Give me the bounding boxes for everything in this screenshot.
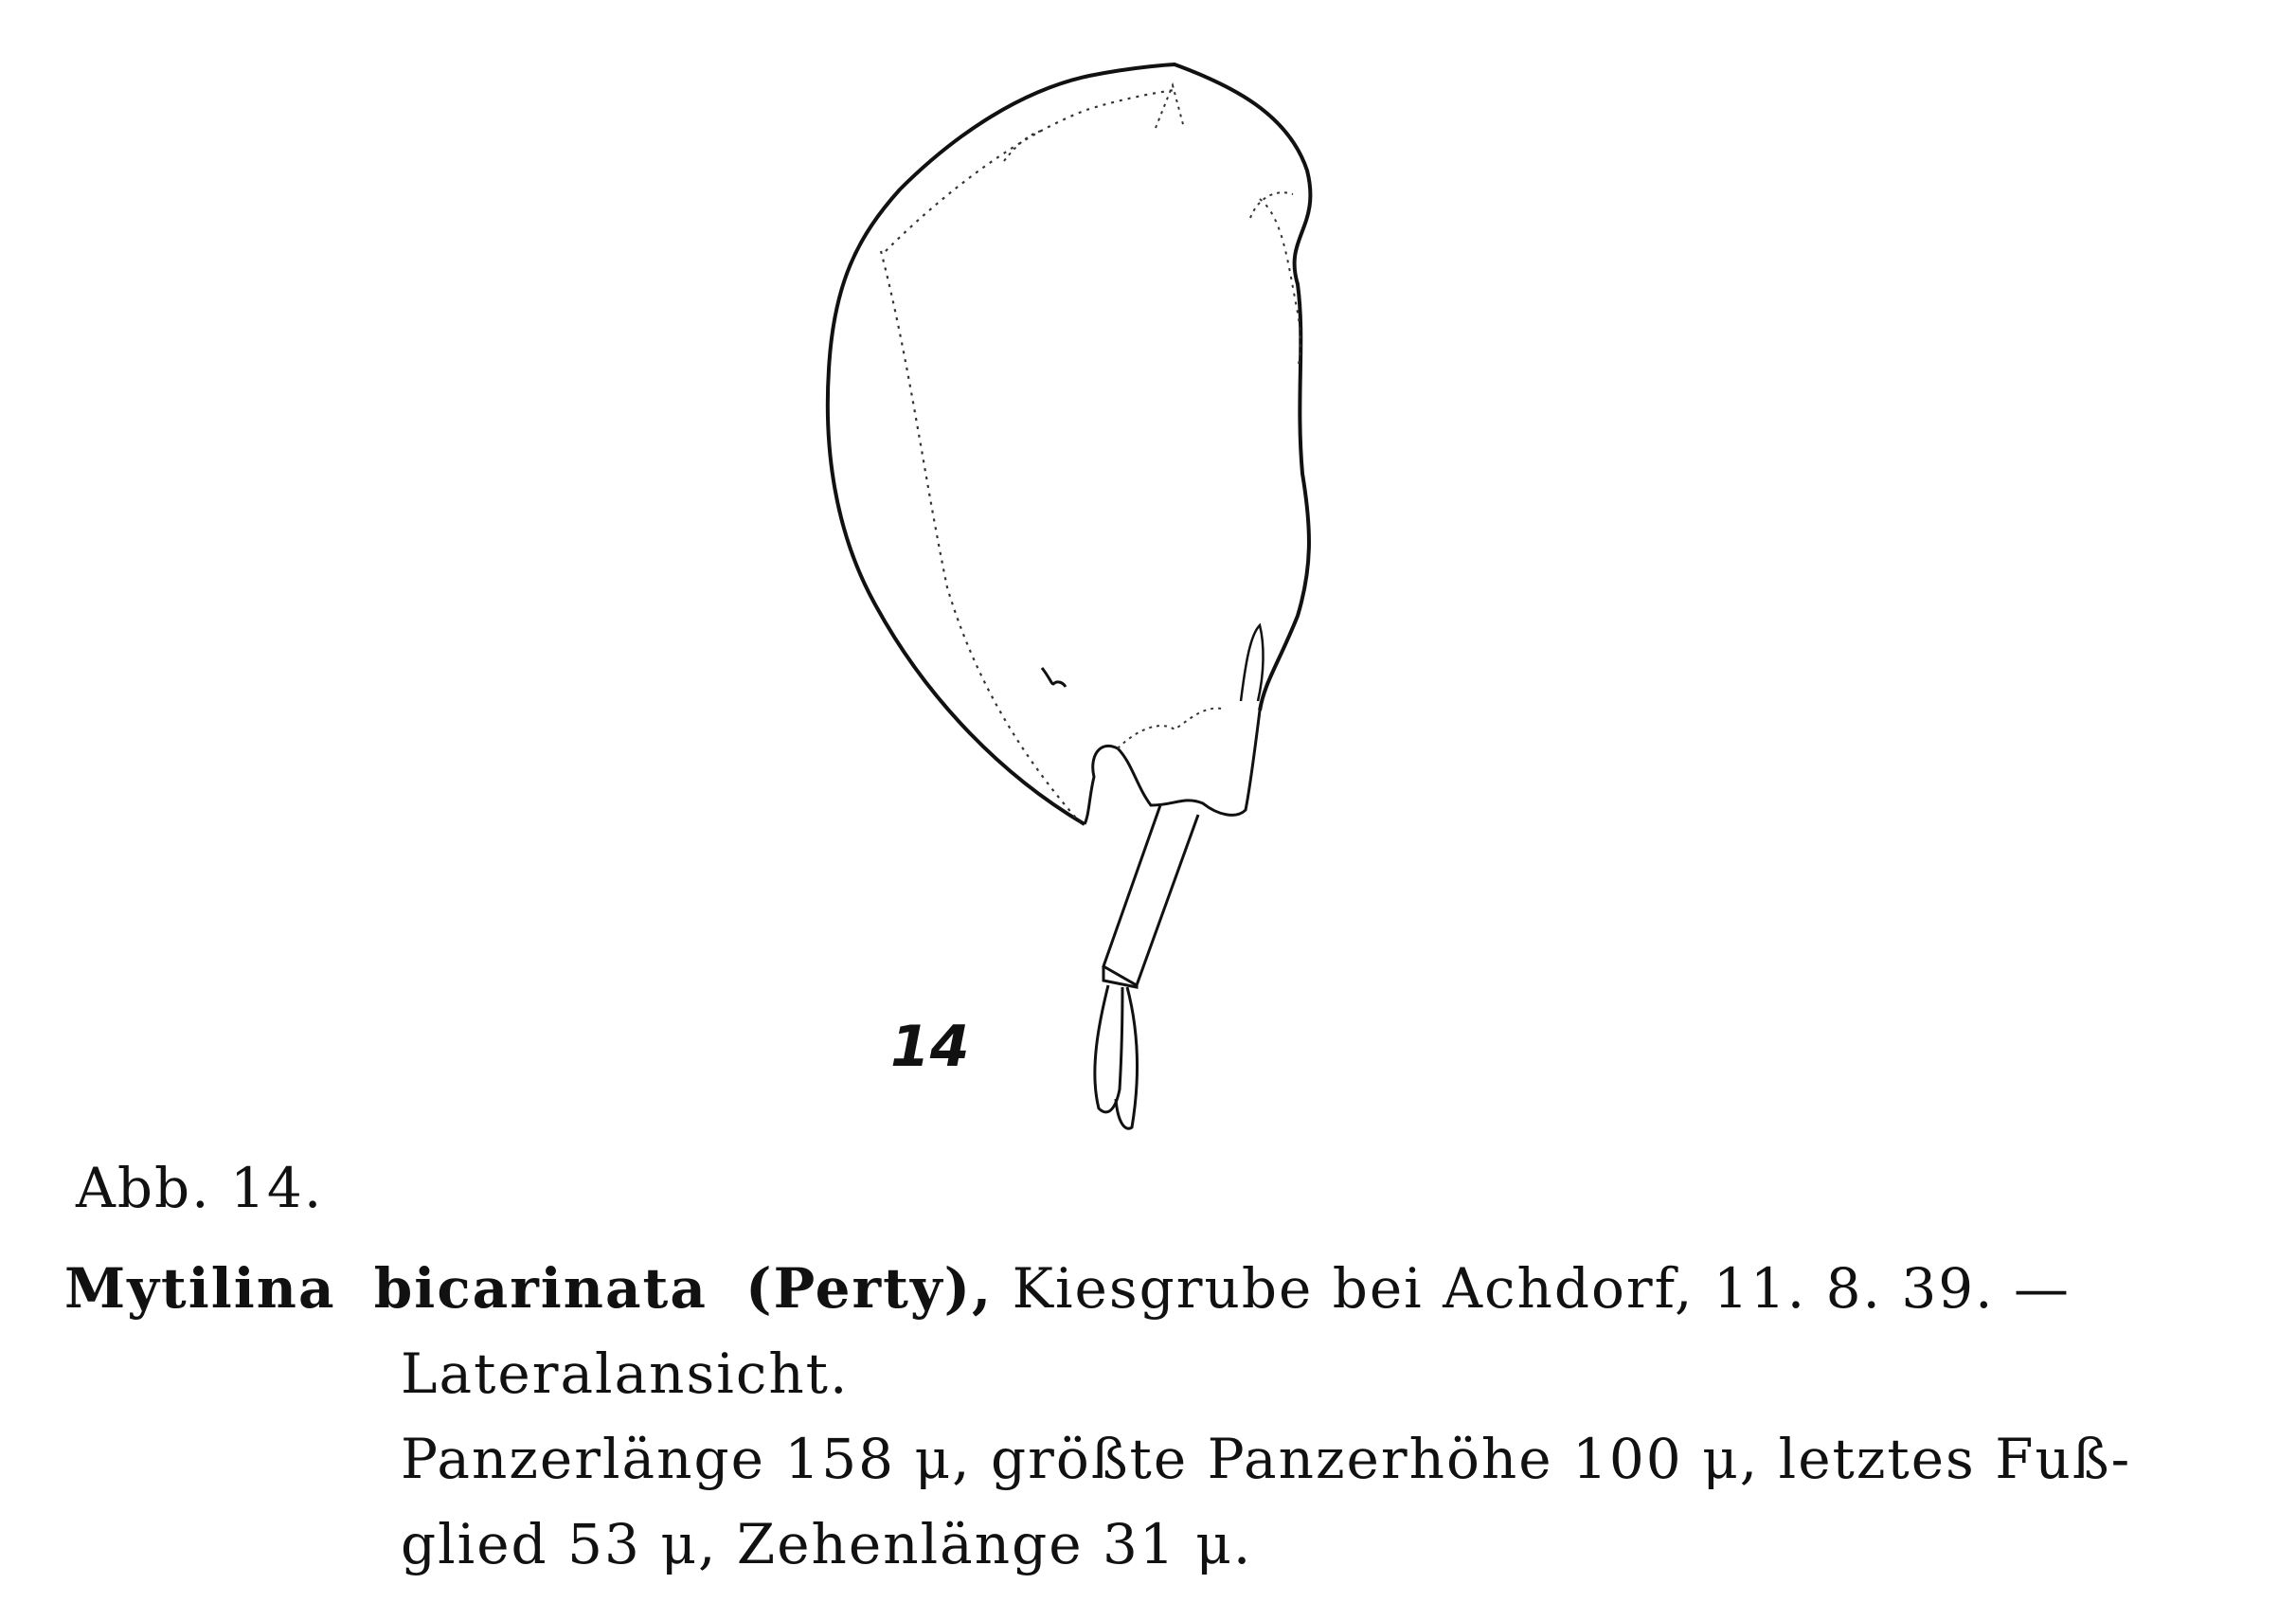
view-description: Lateralansicht. [401, 1341, 850, 1406]
posterior-detail [1118, 709, 1222, 748]
caption-line-species [64, 1246, 2243, 1331]
carina-dotted [881, 251, 1080, 822]
dorsal-dotted [886, 90, 1175, 251]
foot-segment [1103, 805, 1198, 985]
figure-number: 14 [890, 1014, 970, 1080]
lorica-outline [828, 64, 1311, 824]
head-dotted [1260, 199, 1300, 369]
posterior-spine [1241, 625, 1264, 701]
apex-marks [1156, 85, 1184, 128]
species-name: Mytilina bicarinata (Perty), [64, 1256, 994, 1321]
toe-right [1116, 987, 1137, 1128]
figure-label: Abb. 14. [76, 1156, 324, 1220]
collection-location: Kiesgrube bei Achdorf, 11. 8. 39. — [1012, 1256, 2072, 1321]
measurements-line-2: glied 53 μ, Zehenlänge 31 μ. [401, 1512, 1253, 1576]
inner-hook [1042, 668, 1066, 687]
anterior-mark [1004, 131, 1042, 161]
measurements-line-1: Panzerlänge 158 μ, größte Panzerhöhe 100 μ, letztes Fuß- [401, 1427, 2132, 1491]
toe-left [1095, 985, 1122, 1112]
figure-caption [64, 1246, 2243, 1587]
